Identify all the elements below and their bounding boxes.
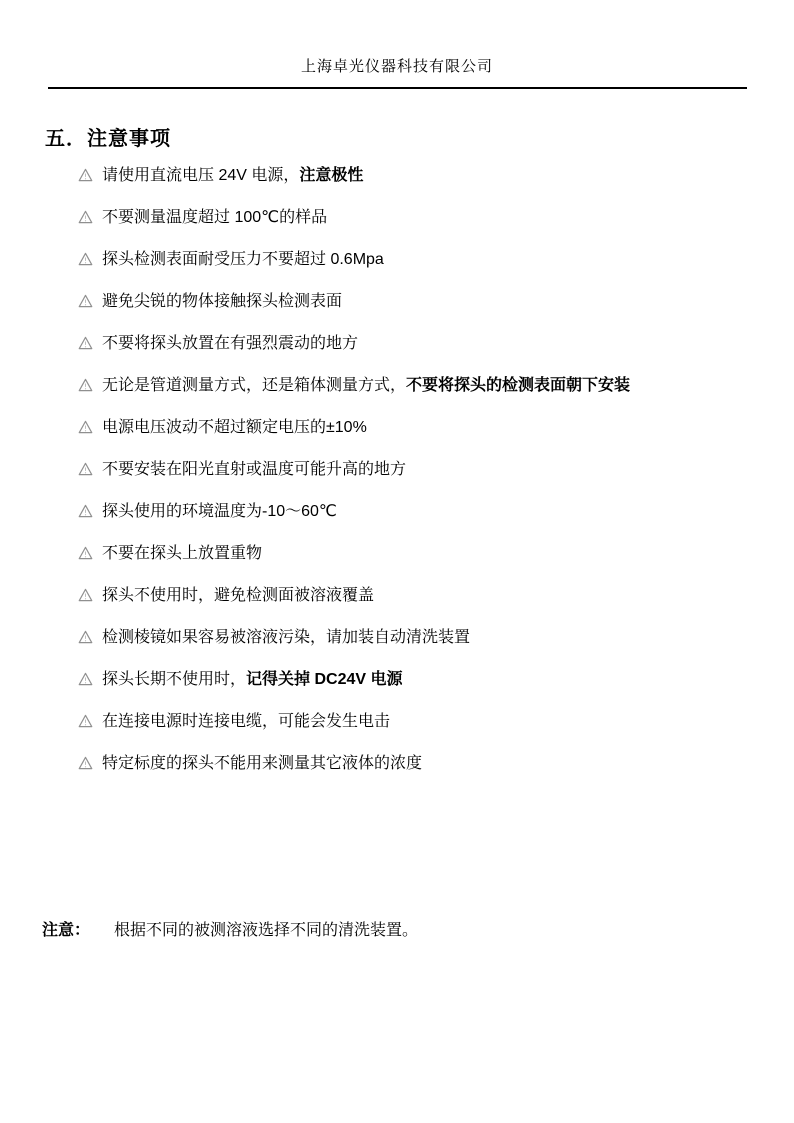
warning-text: 探头长期不使用时， — [102, 671, 247, 688]
warning-text: 探头检测表面耐受压力不要超过 0.6Mpa — [102, 251, 384, 268]
warning-text: 无论是管道测量方式，还是箱体测量方式， — [102, 377, 407, 394]
warning-triangle-icon — [78, 377, 93, 392]
warning-text-bold: 不要将探头的检测表面朝下安装 — [406, 377, 631, 394]
warning-text-bold: 记得关掉 DC24V 电源 — [246, 671, 403, 688]
warning-triangle-icon — [78, 461, 93, 476]
warning-item — [78, 585, 758, 606]
warning-item — [78, 417, 758, 438]
note-label: 注意： — [42, 922, 91, 939]
warning-triangle-icon — [78, 293, 93, 308]
warning-text: 避免尖锐的物体接触探头检测表面 — [102, 293, 343, 310]
warning-item — [78, 669, 758, 690]
warning-triangle-icon — [78, 167, 93, 182]
warning-item — [78, 711, 758, 732]
warning-triangle-icon — [78, 419, 93, 434]
warning-triangle-icon — [78, 713, 93, 728]
warning-text: 不要测量温度超过 100℃的样品 — [102, 209, 328, 226]
warning-triangle-icon — [78, 755, 93, 770]
warning-item — [78, 627, 758, 648]
warning-text-bold: 注意极性 — [299, 167, 364, 184]
warning-triangle-icon — [78, 335, 93, 350]
warning-item — [78, 291, 758, 312]
header-rule — [48, 87, 747, 89]
warning-text: 在连接电源时连接电缆，可能会发生电击 — [102, 713, 391, 730]
warning-text: 特定标度的探头不能用来测量其它液体的浓度 — [102, 755, 423, 772]
warning-text: 探头不使用时，避免检测面被溶液覆盖 — [102, 587, 375, 604]
section-title: 五．注意事项 — [45, 128, 171, 150]
warning-item — [78, 375, 758, 396]
warning-text: 请使用直流电压 24V 电源， — [102, 167, 300, 184]
warning-item — [78, 501, 758, 522]
warning-text: 不要安装在阳光直射或温度可能升高的地方 — [102, 461, 407, 478]
note — [42, 920, 418, 942]
warning-triangle-icon — [78, 629, 93, 644]
warning-text: 电源电压波动不超过额定电压的±10% — [102, 419, 367, 436]
warning-text: 不要在探头上放置重物 — [102, 545, 263, 562]
warning-text: 检测棱镜如果容易被溶液污染，请加装自动清洗装置 — [102, 629, 471, 646]
warning-item — [78, 165, 758, 186]
note-text: 根据不同的被测溶液选择不同的清洗装置。 — [114, 922, 419, 939]
warning-item — [78, 753, 758, 774]
warning-triangle-icon — [78, 503, 93, 518]
warning-triangle-icon — [78, 587, 93, 602]
warning-item — [78, 459, 758, 480]
warning-item — [78, 333, 758, 354]
warning-triangle-icon — [78, 251, 93, 266]
warning-item — [78, 207, 758, 228]
warning-triangle-icon — [78, 671, 93, 686]
warning-triangle-icon — [78, 209, 93, 224]
company-name: 上海卓光仪器科技有限公司 — [300, 58, 493, 75]
warning-text: 不要将探头放置在有强烈震动的地方 — [102, 335, 359, 352]
warning-text: 探头使用的环境温度为-10～60℃ — [102, 503, 337, 520]
warning-item — [78, 543, 758, 564]
warning-list — [78, 165, 758, 795]
warning-triangle-icon — [78, 545, 93, 560]
warning-item — [78, 249, 758, 270]
